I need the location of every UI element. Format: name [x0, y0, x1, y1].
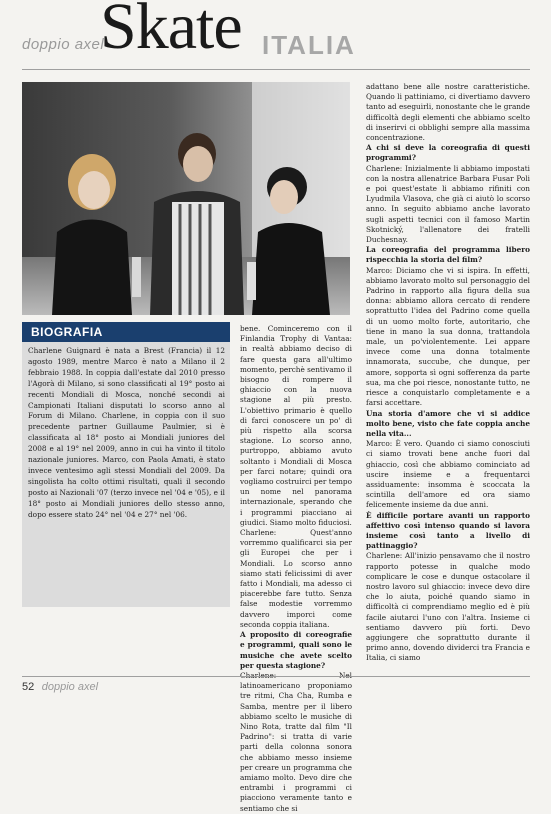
question: È difficile portare avanti un rapporto affettivo così intenso quando si lavora insieme così tanto a livello di pattinaggio?: [366, 510, 530, 551]
photo-skaters-icon: [22, 82, 350, 315]
page-header: [0, 0, 551, 70]
page-footer: [22, 680, 98, 693]
paragraph: Charlene: Quest'anno vorremmo qualificarci sia per gli Europei che per i Mondiali. Lo scorso anno siamo stati felicissimi di aver fatto i Mondiali, ma adesso ci piacerebbe fare tutto. Senza false modestie vorremmo davvero imporci come seconda coppia italiana.: [240, 528, 352, 629]
article-column-3: [366, 82, 530, 664]
section-subtitle: ITALIA: [262, 30, 356, 60]
paragraph: bene. Cominceremo con il Finlandia Trophy di Vantaa: in realtà abbiamo deciso di fare questa gara all'ultimo momento, perchè sentivamo il bisogno di rompere il ghiaccio con la nuova stagione al più presto. L'obiettivo primario è quello di farci conoscere un po' di più rispetto alla scorsa stagione. Lo scorso anno, purtroppo, abbiamo avuto soltanto i Mondiali di Mosca per farci notare; quindi ora vogliamo costruirci per tempo un nome nel panorama internazionale, sperando che i programmi piacciano ai giudici. Siamo molto fiduciosi.: [240, 324, 352, 527]
question: A chi si deve la coreografia di questi programmi?: [366, 143, 530, 163]
question: Una storia d'amore che vi si addice molto bene, visto che fate coppia anche nella vita...: [366, 408, 530, 438]
biography-text: Charlene Guignard è nata a Brest (Francia) il 12 agosto 1989, mentre Marco è nato a Milano il 2 febbraio 1988. In coppia dall'estate dal 2010 presso l'Agorà di Milano, si sono classificati al 19° posto ai recenti Mondiali di Mosca, nonché secondi ai Campionati Italiani disputati lo scorso anno al Forum di Milano. Charlene, in coppia con il suo precedente partner Guillaume Paulmier, si è classificata al 18° posto ai Mondiali juniores del 2008 e al 19° nel 2009, anno in cui ha vinto il titolo nazionale juniores. Marco, con Paola Amati, è stato invece ventesimo agli stessi Mondiali del 2009. Da singolista ha colto ottimi risultati, quali il secondo posto ai Nazionali '07 (terzo invece nel '04 e '05), e il 18° posto ai Mondiali juniores dello stesso anno, dopo essere stato 24° nel '04 e 27° nel '06.: [28, 346, 225, 519]
paragraph: Charlene: Inizialmente li abbiamo impostati con la nostra allenatrice Barbara Fusar Poli e poi quest'estate li abbiamo rifiniti con Lyudmila Vlasova, che già ci aiutò lo scorso anno. In seguito abbiamo anche lavorato sugli aspetti tecnici con il famoso Martin Skotnický, l'allenatore dei fratelli Duchesnay.: [366, 163, 530, 245]
question: La coreografia del programma libero rispecchia la storia del film?: [366, 245, 530, 265]
magazine-kicker: doppio axel: [22, 36, 105, 53]
paragraph: Marco: È vero. Quando ci siamo conosciuti ci siamo trovati bene anche fuori dal ghiaccio, così che abbiamo cominciato ad uscire insieme e a frequentarci assiduamente: insomma è scoccata la scintilla dell'amore ed ora siamo felicemente insieme da due anni.: [366, 439, 530, 510]
paragraph: Marco: Diciamo che vi si ispira. In effetti, abbiamo lavorato molto sul personaggio del Padrino in rapporto alla figura della sua donna: abbiamo allora cercato di rendere soprattutto l'idea del Padrino come quella di un uomo molto forte, autoritario, che tiene in mano la sua donna, trattandola male, un po'violentemente. Lei appare invece come una donna totalmente innamorata, succube, che dunque, per amore, sopporta sì ogni sofferenza da parte sua, ma che poi riesce, nonostante tutto, ne riesce a conquistarlo completamente e a farsi accettare.: [366, 265, 530, 408]
header-divider: [22, 69, 530, 70]
page-number: 52: [22, 681, 35, 693]
article-column-2: [240, 324, 352, 814]
question: A proposito di coreografie e programmi, quali sono le musiche che avete scelto per questa stagione?: [240, 630, 352, 670]
biography-title: BIOGRAFIA: [22, 322, 230, 342]
section-title: Skate: [100, 0, 242, 63]
paragraph: Charlene: All'inizio pensavamo che il nostro rapporto potesse in qualche modo complicare le cose e dunque ostacolare il nostro lavoro sul ghiaccio: invece devo dire che lo aiuta, poiché quando siamo in difficoltà ci comprendiamo meglio ed è più facile aiutarci l'uno con l'altra. Insieme ci sentiamo davvero più forti. Devo aggiungere che soprattutto durante il primo anno, dovendo dividerci tra Francia e Italia, ci siamo: [366, 551, 530, 663]
biography-box: [22, 322, 230, 607]
footer-divider: [22, 676, 530, 677]
paragraph: adattano bene alle nostre caratteristiche. Quando li pattiniamo, ci divertiamo davvero tanto ad eseguirli, nonostante che le grande difficoltà degli elementi che abbiamo scelto di inserirvi ci obblighi sempre alla massima concentrazione.: [366, 82, 530, 143]
footer-brand: doppio axel: [41, 681, 99, 693]
paragraph: latinoamericano proponiamo tre ritmi, Cha Cha, Rumba e Samba, mentre per il libero abbiamo scelto le musiche di Nino Rota, tratte dal film "Il Padrino": si tratta di varie parti della colonna sonora che abbiamo messo insieme per creare un programma che amiamo molto. Devo dire che entrambi i programmi ci piacciono veramente tanto e sentiamo che si: [240, 681, 352, 813]
article-photo: [22, 82, 350, 315]
